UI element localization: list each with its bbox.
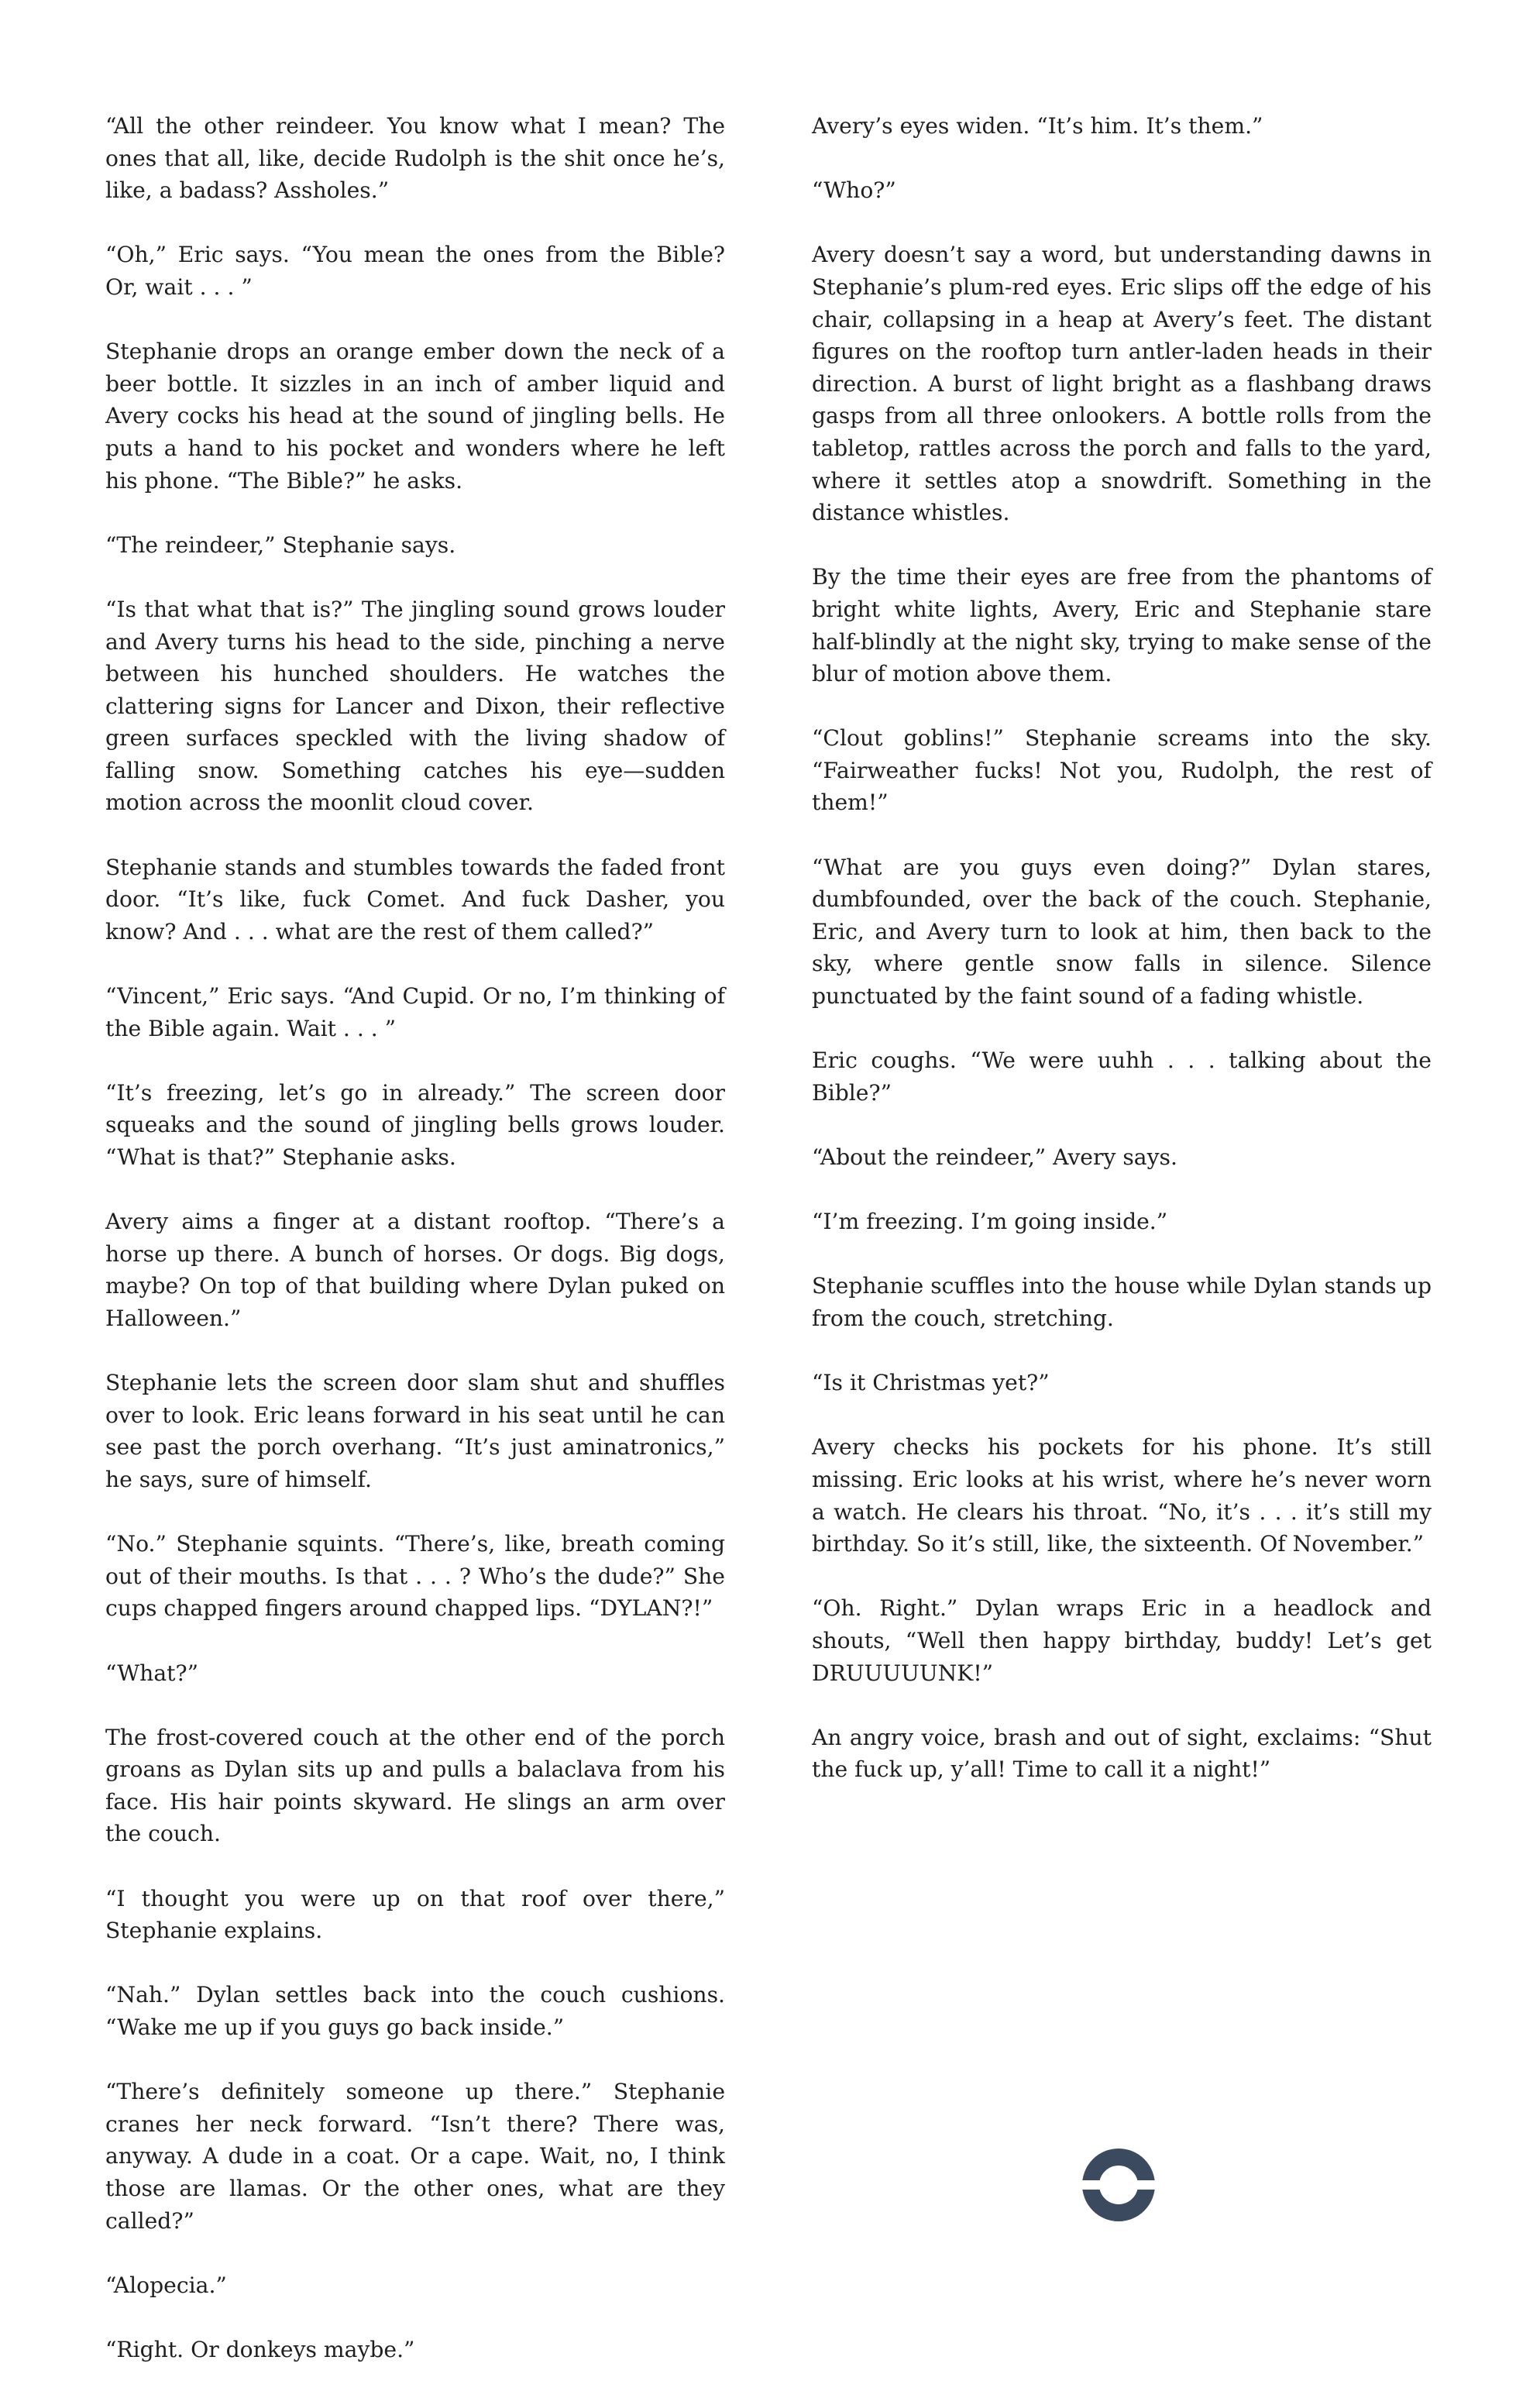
paragraph: “No.” Stephanie squints. “There’s, like, breath coming out of their mouths. Is that . . . ? Who’s the dude?” She cups chapped fingers around chapped lips. “DYLAN?!”	[105, 1531, 725, 1622]
paragraph: “About the reindeer,” Avery says.	[812, 1144, 1177, 1170]
paragraph: Eric coughs. “We were uuhh . . . talking about the Bible?”	[812, 1048, 1432, 1106]
paragraph: Avery doesn’t say a word, but understanding dawns in Stephanie’s plum-red eyes. Eric slips off the edge of his chair, collapsing in a heap at Avery’s feet. The distant figures on the rooftop turn antler-laden heads in their direction. A burst of light bright as a flashbang draws gasps from all three onlookers. A bottle rolls from the tabletop, rattles across the porch and falls to the yard, where it settles atop a snowdrift. Something in the distance whistles.	[812, 242, 1432, 526]
ring-logo-icon	[1080, 2146, 1157, 2224]
paragraph: The frost-covered couch at the other end of the porch groans as Dylan sits up and pulls a balaclava from his face. His hair points skyward. He slings an arm over the couch.	[105, 1724, 725, 1847]
paragraph: “Is that what that is?” The jingling sound grows louder and Avery turns his head to the side, pinching a nerve between his hunched shoulders. He watches the clattering signs for Lancer and Dixon, their reflective green surfaces speckled with the living shadow of falling snow. Something catches his eye—sudden motion across the moonlit cloud cover.	[105, 596, 725, 816]
right-column	[812, 110, 1432, 1818]
paragraph: “I thought you were up on that roof over there,” Stephanie explains.	[105, 1885, 725, 1944]
paragraph: Stephanie drops an orange ember down the neck of a beer bottle. It sizzles in an inch of amber liquid and Avery cocks his head at the sound of jingling bells. He puts a hand to his pocket and wonders where he left his phone. “The Bible?” he asks.	[105, 339, 725, 494]
paragraph: “What?”	[105, 1660, 198, 1686]
paragraph: “The reindeer,” Stephanie says.	[105, 532, 456, 558]
paragraph: “It’s freezing, let’s go in already.” The screen door squeaks and the sound of jingling bells grows louder. “What is that?” Stephanie asks.	[105, 1079, 725, 1170]
paragraph: Avery’s eyes widen. “It’s him. It’s them.”	[812, 113, 1263, 139]
paragraph: “Clout goblins!” Stephanie screams into the sky. “Fairweather fucks! Not you, Rudolph, the rest of them!”	[812, 725, 1432, 816]
paragraph: Avery checks his pockets for his phone. It’s still missing. Eric looks at his wrist, where he’s never worn a watch. He clears his throat. “No, it’s . . . it’s still my birthday. So it’s still, like, the sixteenth. Of November.”	[812, 1434, 1432, 1557]
paragraph: “Vincent,” Eric says. “And Cupid. Or no, I’m thinking of the Bible again. Wait . . . ”	[105, 983, 725, 1041]
paragraph: Stephanie scuffles into the house while Dylan stands up from the couch, stretching.	[812, 1273, 1432, 1331]
paragraph: “What are you guys even doing?” Dylan stares, dumbfounded, over the back of the couch. Stephanie, Eric, and Avery turn to look at him, then back to the sky, where gentle snow falls in silence. Silence punctuated by the faint sound of a fading whistle.	[812, 854, 1432, 1010]
left-column	[105, 110, 725, 2398]
paragraph: “Is it Christmas yet?”	[812, 1370, 1050, 1396]
paragraph: “Oh. Right.” Dylan wraps Eric in a headlock and shouts, “Well then happy birthday, buddy! Let’s get DRUUUUUNK!”	[812, 1595, 1432, 1686]
paragraph: “I’m freezing. I’m going inside.”	[812, 1209, 1168, 1235]
paragraph: By the time their eyes are free from the phantoms of bright white lights, Avery, Eric and Stephanie stare half-blindly at the night sky, trying to make sense of the blur of motion above them.	[812, 564, 1432, 687]
paragraph: “Oh,” Eric says. “You mean the ones from the Bible? Or, wait . . . ”	[105, 242, 725, 300]
paragraph: “Who?”	[812, 177, 896, 204]
paragraph: “Alopecia.”	[105, 2272, 227, 2298]
paragraph: “There’s definitely someone up there.” Stephanie cranes her neck forward. “Isn’t there? There was, anyway. A dude in a coat. Or a cape. Wait, no, I think those are llamas. Or the other ones, what are they called?”	[105, 2079, 725, 2234]
paragraph: “Nah.” Dylan settles back into the couch cushions. “Wake me up if you guys go back inside.”	[105, 1982, 725, 2041]
paragraph: “All the other reindeer. You know what I mean? The ones that all, like, decide Rudolph is the shit once he’s, like, a badass? Assholes.”	[105, 113, 725, 204]
paragraph: Stephanie lets the screen door slam shut and shuffles over to look. Eric leans forward in his seat until he can see past the porch overhang. “It’s just aminatronics,” he says, sure of himself.	[105, 1370, 725, 1492]
paragraph: An angry voice, brash and out of sight, exclaims: “Shut the fuck up, y’all! Time to call it a night!”	[812, 1724, 1432, 1783]
paragraph: Stephanie stands and stumbles towards the faded front door. “It’s like, fuck Comet. And fuck Dasher, you know? And . . . what are the rest of them called?”	[105, 854, 725, 944]
paragraph: “Right. Or donkeys maybe.”	[105, 2336, 415, 2362]
paragraph: Avery aims a finger at a distant rooftop. “There’s a horse up there. A bunch of horses. Or dogs. Big dogs, maybe? On top of that building where Dylan puked on Halloween.”	[105, 1209, 725, 1331]
